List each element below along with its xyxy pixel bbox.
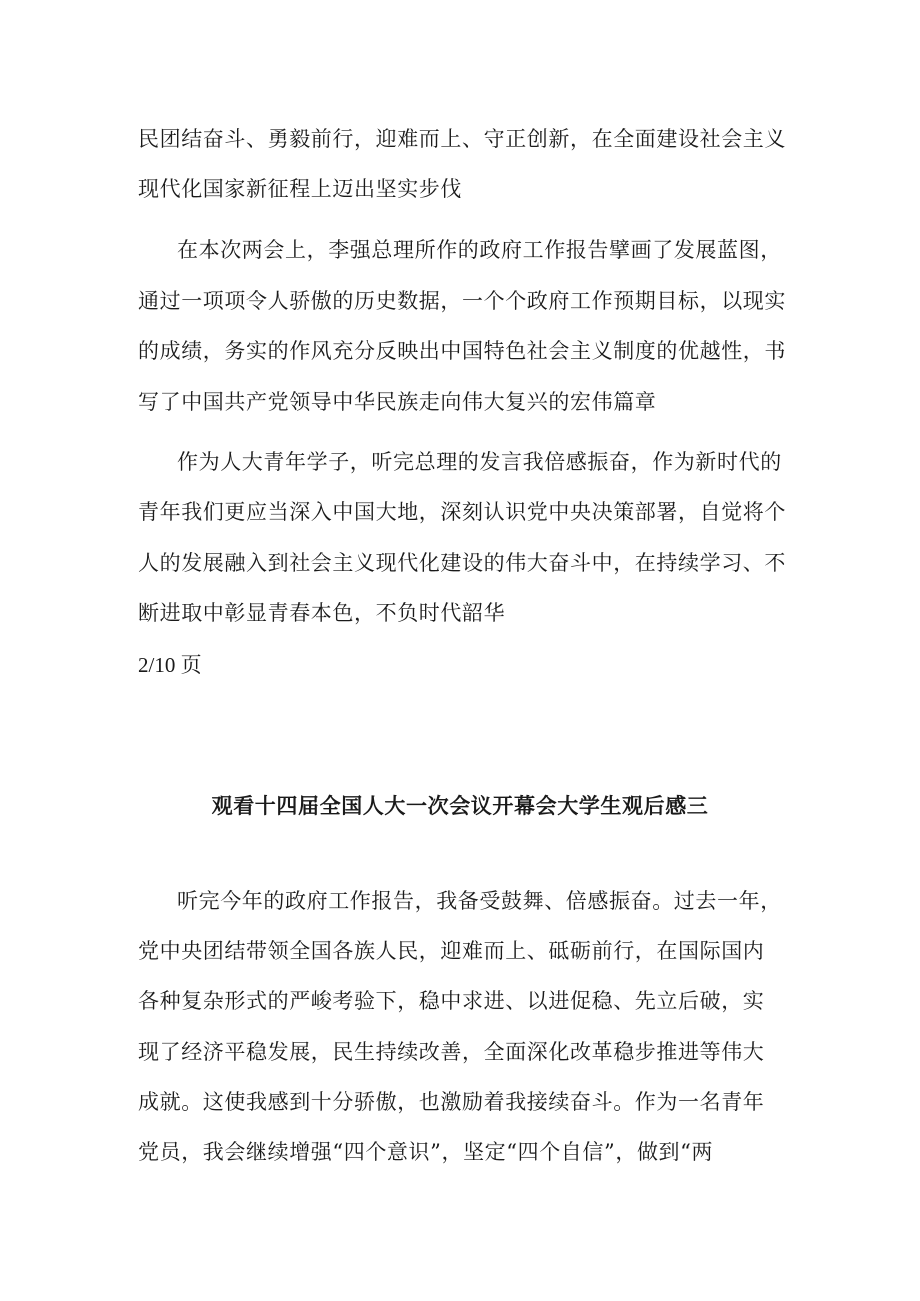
paragraph-line: 通过一项项令人骄傲的历史数据，一个个政府工作预期目标，以现实 — [138, 289, 786, 313]
paragraph-line: 青年我们更应当深入中国大地，深刻认识党中央决策部署，自觉将个 — [138, 500, 786, 524]
paragraph-line: 民团结奋斗、勇毅前行，迎难而上、守正创新，在全面建设社会主义 — [138, 127, 786, 151]
paragraph-line: 党员，我会继续增强“四个意识”，坚定“四个自信”，做到“两 — [138, 1140, 714, 1164]
paragraph-line: 各种复杂形式的严峻考验下，稳中求进、以进促稳、先立后破，实 — [138, 989, 765, 1013]
paragraph-line: 现代化国家新征程上迈出坚实步伐 — [138, 177, 462, 201]
section-title: 观看十四届全国人大一次会议开幕会大学生观后感三 — [211, 793, 709, 818]
paragraph-line: 的成绩，务实的作风充分反映出中国特色社会主义制度的优越性，书 — [138, 339, 786, 363]
paragraph-line: 作为人大青年学子，听完总理的发言我倍感振奋，作为新时代的 — [177, 450, 782, 474]
paragraph-line: 成就。这使我感到十分骄傲，也激励着我接续奋斗。作为一名青年 — [138, 1090, 765, 1114]
paragraph-line: 人的发展融入到社会主义现代化建设的伟大奋斗中，在持续学习、不 — [138, 551, 786, 575]
paragraph-line: 在本次两会上，李强总理所作的政府工作报告擘画了发展蓝图， — [177, 238, 782, 262]
paragraph-line: 党中央团结带领全国各族人民，迎难而上、砥砺前行，在国际国内 — [138, 939, 765, 963]
page-number: 2/10 页 — [138, 653, 202, 677]
paragraph-line: 现了经济平稳发展，民生持续改善，全面深化改革稳步推进等伟大 — [138, 1040, 765, 1064]
paragraph-line: 听完今年的政府工作报告，我备受鼓舞、倍感振奋。过去一年， — [177, 889, 782, 913]
paragraph-line: 写了中国共产党领导中华民族走向伟大复兴的宏伟篇章 — [138, 390, 657, 414]
paragraph-line: 断进取中彰显青春本色，不负时代韶华 — [138, 601, 506, 625]
